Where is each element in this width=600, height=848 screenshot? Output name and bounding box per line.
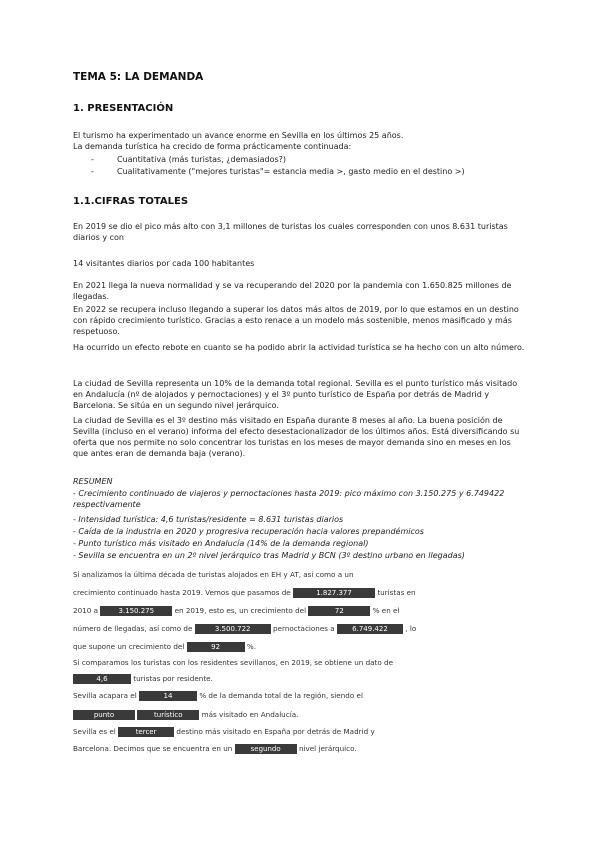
exercise-line: 4,6 turistas por residente. — [73, 674, 533, 684]
resumen-line: - Sevilla se encuentra en un 2º nivel jerárquico tras Madrid y BCN (3º destino urbano en llegadas) — [73, 551, 465, 560]
exercise-line: punto turístico más visitado en Andalucía. — [73, 710, 533, 720]
exercise-line: Sevilla es el tercer destino más visitado en España por detrás de Madrid y — [73, 727, 375, 736]
resumen-line: - Caída de la industria en 2020 y progresiva recuperación hacia valores prepandémicos — [73, 527, 424, 536]
exercise-line: Si analizamos la última década de turistas alojados en EH y AT, así como a un — [73, 570, 354, 579]
resumen-line: - Punto turístico más visitado en Andalucía (14% de la demanda regional) — [73, 539, 369, 548]
exercise-line: Sevilla acapara el 14 % de la demanda total de la región, siendo el — [73, 691, 363, 700]
answer-box[interactable]: turístico — [137, 710, 199, 720]
answer-box[interactable]: 6.749.422 — [337, 624, 403, 634]
list-item: - Cualitativamente ("mejores turistas"= estancia media >, gasto medio en el destino >) — [91, 167, 465, 176]
paragraph: 14 visitantes diarios por cada 100 habitantes — [73, 259, 255, 268]
paragraph: En 2021 llega la nueva normalidad y se va recuperando del 2020 por la pandemia con 1.650.825 millones de llegadas. — [73, 281, 512, 301]
paragraph: En 2019 se dio el pico más alto con 3,1 millones de turistas los cuales corresponden con unos 8.631 turistas diarios y con — [73, 222, 508, 242]
exercise-line: 2010 a 3.150.275 en 2019, esto es, un crecimiento del 72 % en el — [73, 606, 400, 615]
answer-box[interactable]: segundo — [235, 744, 297, 754]
paragraph: La ciudad de Sevilla representa un 10% de la demanda total regional. Sevilla es el punto turístico más visitado en Andalucía (nº de alojados y pernoctaciones) y el 3º punto turístico de España por detrás de Madrid y Barcelona. Se sitúa en un segundo nivel jerárquico. — [73, 379, 518, 410]
answer-box[interactable]: 3.500.722 — [195, 624, 271, 634]
exercise-line: Barcelona. Decimos que se encuentra en un segundo nivel jerárquico. — [73, 744, 357, 753]
paragraph: En 2022 se recupera incluso llegando a superar los datos más altos de 2019, por lo que estamos en un destino con rápido crecimiento turístico. Gracias a esto renace a un modelo más sostenible, menos masificado y más respetuoso. — [73, 305, 519, 336]
list-item: - Cuantitativa (más turistas, ¿demasiados?) — [91, 155, 287, 164]
paragraph: Ha ocurrido un efecto rebote en cuanto se ha podido abrir la actividad turística se ha hecho con un alto número. — [73, 343, 525, 352]
answer-box[interactable]: 72 — [308, 606, 370, 616]
section-heading-presentacion: 1. PRESENTACIÓN — [73, 103, 174, 114]
exercise-line: número de llegadas, así como de 3.500.722 pernoctaciones a 6.749.422 , lo — [73, 624, 417, 633]
exercise-line: que supone un crecimiento del 92 %. — [73, 642, 257, 651]
answer-box[interactable]: 3.150.275 — [100, 606, 172, 616]
exercise-line: Si comparamos los turistas con los residentes sevillanos, en 2019, se obtiene un dato de — [73, 658, 394, 667]
answer-box[interactable]: 14 — [139, 691, 197, 701]
resumen-line: - Intensidad turística: 4,6 turistas/residente = 8.631 turistas diarios — [73, 515, 344, 524]
section-heading-cifras: 1.1.CIFRAS TOTALES — [73, 196, 189, 207]
answer-box[interactable]: tercer — [118, 727, 174, 737]
answer-box[interactable]: punto — [73, 710, 135, 720]
page-title: TEMA 5: LA DEMANDA — [73, 71, 204, 83]
exercise-line: crecimiento continuado hasta 2019. Vemos que pasamos de 1.827.377 turistas en — [73, 588, 416, 597]
resumen-title: RESUMEN — [73, 477, 113, 486]
paragraph: El turismo ha experimentado un avance enorme en Sevilla en los últimos 25 años. — [73, 131, 404, 140]
answer-box[interactable]: 1.827.377 — [293, 588, 375, 598]
paragraph: La ciudad de Sevilla es el 3º destino más visitado en España durante 8 meses al año. La buena posición de Sevilla (incluso en el verano) informa del efecto desestacionalizador de los últimos años. Está diversificando su oferta que nos permite no solo concentrar los turistas en los meses de mayor demanda sino en meses en los que antes eran de demanda baja (verano). — [73, 416, 520, 458]
answer-box[interactable]: 92 — [187, 642, 245, 652]
resumen-line: - Crecimiento continuado de viajeros y pernoctaciones hasta 2019: pico máximo con 3.150.275 y 6.749422 respectivamente — [73, 489, 505, 509]
answer-box[interactable]: 4,6 — [73, 674, 131, 684]
paragraph: La demanda turística ha crecido de forma prácticamente continuada: — [73, 142, 352, 151]
